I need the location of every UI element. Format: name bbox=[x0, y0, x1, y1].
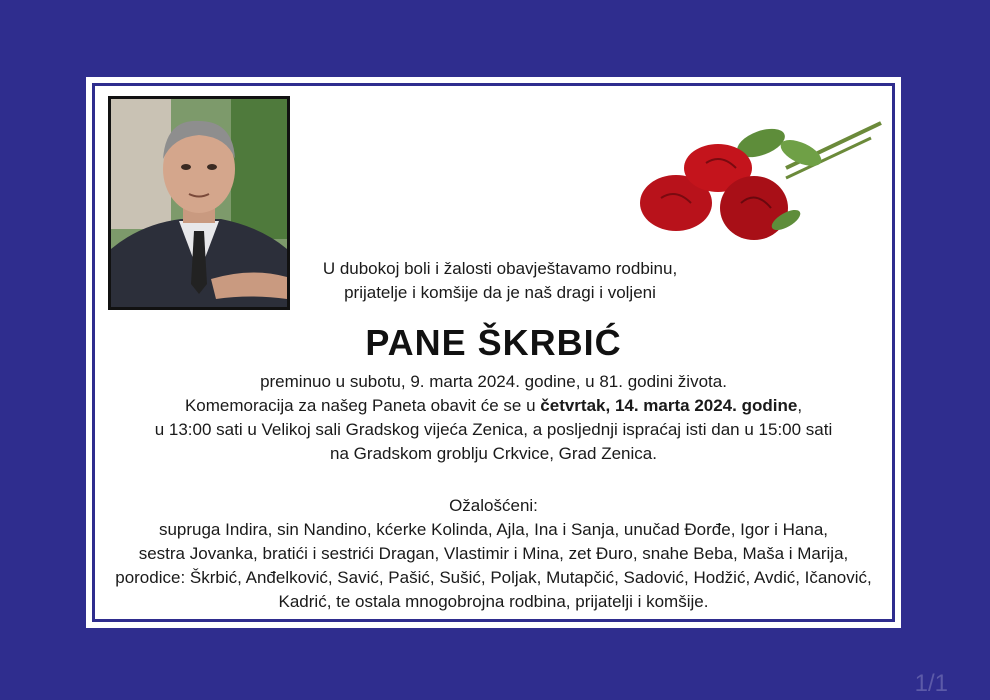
mourners-line-2: sestra Jovanka, bratići i sestrići Dragan, Vlastimir i Mina, zet Đuro, snahe Beba, Maša i Marija, bbox=[138, 544, 849, 563]
mourners-line-1: supruga Indira, sin Nandino, kćerke Kolinda, Ajla, Ina i Sanja, unučad Đorđe, Igor i Hana, bbox=[158, 520, 829, 539]
mourners-line-4: Kadrić, te ostala mnogobrojna rodbina, prijatelji i komšije. bbox=[278, 592, 709, 611]
details-line-2-end: , bbox=[797, 396, 803, 415]
mourners-list bbox=[86, 518, 901, 614]
commemoration-date: četvrtak, 14. marta 2024. godine bbox=[540, 396, 798, 415]
intro-line-1: U dubokoj boli i žalosti obavještavamo rodbinu, bbox=[322, 259, 678, 278]
details-line-2 bbox=[86, 394, 901, 418]
mourners-title: Ožalošćeni: bbox=[449, 496, 538, 515]
details-line-3: u 13:00 sati u Velikoj sali Gradskog vijeća Zenica, a posljednji ispraćaj isti dan u 15:00 sati bbox=[154, 420, 833, 439]
details-line-1: preminuo u subotu, 9. marta 2024. godine, u 81. godini života. bbox=[260, 372, 727, 391]
page-indicator: 1/1 bbox=[914, 670, 948, 697]
intro-text bbox=[200, 257, 800, 305]
mourners-line-3: porodice: Škrbić, Anđelković, Savić, Pašić, Sušić, Poljak, Mutapčić, Sadović, Hodžić, Avdić, Ičanović, bbox=[115, 568, 872, 587]
intro-line-2: prijatelje i komšije da je naš dragi i voljeni bbox=[344, 283, 656, 302]
funeral-details bbox=[86, 370, 901, 466]
deceased-name: PANE ŠKRBIĆ bbox=[365, 322, 622, 363]
roses-image bbox=[636, 108, 886, 258]
details-line-4: na Gradskom groblju Crkvice, Grad Zenica. bbox=[330, 444, 657, 463]
details-line-2-start: Komemoracija za našeg Paneta obavit će se u bbox=[184, 396, 541, 415]
